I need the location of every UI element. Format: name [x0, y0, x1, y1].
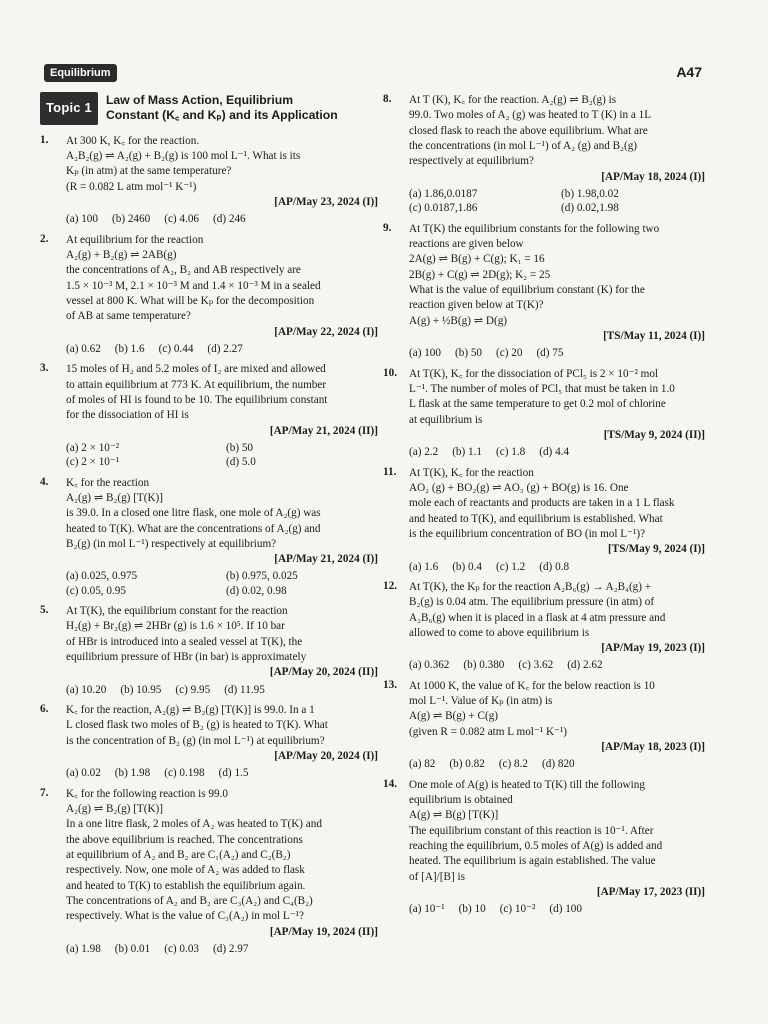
question-item [40, 475, 378, 599]
question-line: (R = 0.082 L atm mol⁻¹ K⁻¹) [66, 180, 197, 193]
question-number: 6. [40, 703, 49, 716]
answer-option: (d) 4.4 [539, 446, 570, 459]
left-column [40, 92, 378, 961]
exam-tag: [TS/May 11, 2024 (I)] [603, 329, 705, 342]
question-line: A₂(g) ⇌ B₂(g) [T(K)] [66, 803, 164, 816]
exam-tag: [AP/May 19, 2024 (II)] [269, 925, 378, 938]
answer-option: (d) 100 [549, 903, 582, 916]
question-number: 12. [383, 579, 397, 592]
answer-option: (d) 5.0 [226, 456, 256, 469]
answer-option: (b) 0.82 [449, 758, 485, 771]
answer-option: (b) 0.4 [452, 560, 483, 573]
question-line: mol L⁻¹. Value of Kₚ (in atm) is [409, 695, 553, 708]
topic-title-line: Law of Mass Action, Equilibrium [105, 93, 294, 108]
question-number: 14. [383, 777, 397, 790]
exam-tag: [AP/May 22, 2024 (I)] [274, 325, 378, 338]
right-questions [383, 92, 705, 917]
question-line: to attain equilibrium at 773 K. At equilibrium, the number [66, 378, 327, 391]
question-item [40, 133, 378, 227]
options [409, 757, 705, 771]
question-item [383, 678, 705, 772]
question-number: 10. [383, 366, 397, 379]
answer-option: (a) 1.98 [66, 943, 101, 956]
topic-tag: Topic 1 [40, 92, 98, 125]
question-line: is the equilibrium concentration of BO (in mol L⁻¹)? [409, 527, 646, 540]
answer-option: (c) 8.2 [498, 758, 529, 771]
question-line: At T(K), K꜀ for the dissociation of PCl₅ is 2 × 10⁻² mol [409, 367, 659, 380]
exam-tag: [AP/May 20, 2024 (II)] [269, 666, 378, 679]
answer-option: (d) 75 [536, 347, 564, 360]
answer-option: (b) 0.975, 0.025 [226, 570, 298, 583]
left-questions [40, 133, 378, 957]
question-body [409, 92, 705, 216]
topic-heading [40, 92, 378, 125]
question-line: The equilibrium constant of this reaction is 10⁻¹. After [409, 824, 654, 837]
question-item [383, 777, 705, 917]
exam-tag: [AP/May 21, 2024 (II)] [269, 424, 378, 437]
exam-tag: [AP/May 20, 2024 (I)] [274, 750, 378, 763]
question-line: L closed flask two moles of B₂ (g) is heated to T(K). What [66, 719, 328, 732]
answer-option: (b) 1.98,0.02 [561, 187, 619, 200]
answer-option: (c) 2 × 10⁻¹ [66, 456, 120, 469]
answer-option: (a) 0.025, 0.975 [66, 570, 138, 583]
question-body [409, 777, 705, 917]
question-body [409, 678, 705, 772]
answer-option: (d) 11.95 [224, 683, 265, 696]
question-line: of AB at same temperature? [66, 310, 191, 323]
question-number: 9. [383, 221, 392, 234]
question-line: and heated to T(K) to establish the equilibrium again. [66, 879, 306, 892]
question-line: and heated to T(K), and equilibrium is established. What [409, 512, 663, 525]
question-number: 13. [383, 678, 397, 691]
question-line: B₂(g) is 0.04 atm. The equilibrium pressure (in atm) of [409, 596, 655, 609]
question-body [66, 603, 378, 697]
question-line: equilibrium is obtained [409, 794, 513, 807]
question-line: At T (K), K꜀ for the reaction. A₂(g) ⇌ B₂(g) is [409, 94, 617, 106]
answer-option: (b) 1.6 [114, 342, 145, 355]
exam-tag: [TS/May 9, 2024 (I)] [608, 543, 705, 556]
answer-option: (a) 0.62 [66, 342, 101, 355]
question-line: respectively. Now, one mole of A₂ was added to flask [66, 864, 305, 877]
answer-option: (b) 10.95 [120, 683, 162, 696]
question-item [40, 786, 378, 957]
answer-option: (c) 0.0187,1.86 [409, 202, 478, 215]
options [409, 658, 705, 672]
options [409, 187, 705, 216]
question-line: respectively. What is the value of C₃(A₂) in mol L⁻¹? [66, 910, 304, 923]
options [66, 212, 378, 226]
question-item [40, 603, 378, 697]
question-line: mole each of reactants and products are taken in a 1 L flask [409, 497, 675, 510]
question-item [40, 702, 378, 781]
question-line: 99.0. Two moles of A₂ (g) was heated to T (K) in a 1L [409, 109, 652, 122]
exam-tag: [AP/May 18, 2023 (I)] [601, 741, 705, 754]
question-line: At T(K) the equilibrium constants for the following two [409, 222, 660, 235]
question-item [383, 92, 705, 216]
question-body [409, 579, 705, 673]
question-line: In a one litre flask, 2 moles of A₂ was heated to T(K) and [66, 818, 322, 831]
question-line: 2A(g) ⇌ B(g) + C(g); K₁ = 16 [409, 253, 545, 266]
question-line: L flask at the same temperature to get 0.2 mol of chlorine [409, 398, 666, 411]
question-line: At T(K), the Kₚ for the reaction A₂B₆(g) → A₂B₄(g) + [409, 580, 652, 593]
answer-option: (c) 4.06 [164, 213, 200, 226]
exam-tag: [AP/May 18, 2024 (I)] [601, 170, 705, 183]
question-line: K꜀ for the following reaction is 99.0 [66, 787, 229, 800]
question-line: the concentrations (in mol L⁻¹) of A₂ (g) and B₂(g) [409, 139, 638, 152]
question-line: the above equilibrium is reached. The concentrations [66, 833, 303, 846]
answer-option: (d) 2.97 [213, 943, 249, 956]
answer-option: (c) 0.44 [158, 342, 194, 355]
question-line: 2B(g) + C(g) ⇌ 2D(g); K₂ = 25 [409, 268, 551, 281]
question-line: B₂(g) (in mol L⁻¹) respectively at equilibrium? [66, 537, 277, 550]
answer-option: (c) 0.05, 0.95 [66, 584, 126, 597]
options [409, 902, 705, 916]
question-line: heated. The equilibrium is again established. The value [409, 855, 656, 868]
answer-option: (a) 1.86,0.0187 [409, 187, 478, 200]
answer-option: (a) 100 [409, 347, 441, 360]
answer-option: (b) 50 [455, 347, 483, 360]
question-line: reaction given below at T(K)? [409, 299, 544, 312]
answer-option: (b) 10 [458, 903, 486, 916]
answer-option: (c) 3.62 [518, 659, 554, 672]
options [66, 569, 378, 598]
question-line: L⁻¹. The number of moles of PCl₅ that must be taken in 1.0 [409, 382, 675, 395]
options [409, 445, 705, 459]
question-line: of HBr is introduced into a sealed vessel at T(K), the [66, 635, 303, 648]
question-line: equilibrium pressure of HBr (in bar) is approximately [66, 651, 307, 664]
question-body [66, 475, 378, 599]
question-line: for the dissociation of HI is [66, 409, 189, 422]
answer-option: (c) 1.2 [496, 560, 526, 573]
question-line: A(g) ⇌ B(g) + C(g) [409, 710, 499, 723]
options [409, 346, 705, 360]
options [66, 342, 378, 356]
answer-option: (b) 0.01 [114, 943, 151, 956]
question-number: 11. [383, 465, 397, 478]
question-line: respectively at equilibrium? [409, 155, 534, 168]
options [409, 560, 705, 574]
answer-option: (a) 100 [66, 213, 98, 226]
question-line: heated to T(K). What are the concentrations of A₂(g) and [66, 522, 321, 535]
question-line: A(g) ⇌ B(g) [T(K)] [409, 809, 499, 822]
question-number: 5. [40, 604, 49, 617]
question-number: 3. [40, 362, 49, 375]
question-line: the concentrations of A₂, B₂ and AB respectively are [66, 264, 301, 277]
options [66, 441, 378, 470]
question-line: AO₂ (g) + BO₂(g) ⇌ AO₃ (g) + BO(g) is 16. One [409, 481, 629, 494]
answer-option: (d) 2.62 [567, 659, 603, 672]
question-body [409, 221, 705, 361]
answer-option: (a) 10⁻¹ [409, 903, 445, 916]
answer-option: (a) 0.362 [409, 659, 450, 672]
question-line: K꜀ for the reaction, A₂(g) ⇌ B₂(g) [T(K)] is 99.0. In a 1 [66, 704, 315, 717]
answer-option: (c) 9.95 [175, 683, 211, 696]
question-line: K꜀ for the reaction [66, 476, 150, 489]
answer-option: (d) 246 [213, 213, 246, 226]
answer-option: (a) 2 × 10⁻² [66, 441, 120, 454]
answer-option: (a) 82 [409, 758, 436, 771]
question-line: of [A]/[B] is [409, 870, 465, 883]
answer-option: (b) 1.1 [452, 446, 483, 459]
question-body [66, 232, 378, 357]
question-line: 1.5 × 10⁻³ M, 2.1 × 10⁻³ M and 1.4 × 10⁻³ M in a sealed [66, 279, 321, 292]
question-line: 15 moles of H₂ and 5.2 moles of I₂ are mixed and allowed [66, 363, 326, 376]
answer-option: (c) 10⁻² [499, 903, 536, 916]
question-line: H₂(g) + Br₂(g) ⇌ 2HBr (g) is 1.6 × 10⁵. If 10 bar [66, 620, 285, 633]
question-line: The concentrations of A₂ and B₂ are C₃(A₂) and C₄(B₂) [66, 895, 313, 908]
question-number: 1. [40, 133, 49, 146]
answer-option: (a) 10.20 [66, 683, 107, 696]
question-item [383, 366, 705, 460]
question-line: A₂B₂(g) ⇌ A₂(g) + B₂(g) is 100 mol L⁻¹. What is its [66, 149, 301, 162]
question-line: A₂B₆(g) when it is placed in a flask at 4 atm pressure and [409, 611, 666, 624]
question-line: One mole of A(g) is heated to T(K) till the following [409, 778, 645, 791]
question-number: 2. [40, 232, 49, 245]
answer-option: (c) 20 [496, 347, 523, 360]
question-line: At 1000 K, the value of K꜀ for the below reaction is 10 [409, 679, 655, 692]
answer-option: (b) 0.380 [463, 659, 505, 672]
question-line: At 300 K, K꜀ for the reaction. [66, 134, 200, 147]
question-item [40, 361, 378, 469]
answer-option: (c) 1.8 [496, 446, 526, 459]
question-line: Kₚ (in atm) at the same temperature? [66, 165, 232, 178]
topic-title-line: Constant (K꜀ and Kₚ) and its Application [105, 108, 338, 123]
question-line: (given R = 0.082 atm L mol⁻¹ K⁻¹) [409, 725, 568, 738]
answer-option: (d) 1.5 [218, 767, 249, 780]
answer-option: (a) 1.6 [409, 560, 439, 573]
question-body [409, 465, 705, 574]
question-body [66, 361, 378, 469]
answer-option: (c) 0.03 [164, 943, 200, 956]
question-number: 7. [40, 786, 49, 799]
answer-option: (b) 50 [226, 441, 254, 454]
question-line: reactions are given below [409, 237, 524, 250]
question-line: At T(K), K꜀ for the reaction [409, 466, 534, 479]
answer-option: (d) 820 [542, 758, 575, 771]
options [66, 683, 378, 697]
answer-option: (b) 2460 [112, 213, 151, 226]
answer-option: (d) 2.27 [207, 342, 243, 355]
options [66, 942, 378, 956]
exam-tag: [AP/May 19, 2023 (I)] [601, 642, 705, 655]
answer-option: (d) 0.02, 0.98 [226, 584, 287, 597]
question-line: is 39.0. In a closed one litre flask, one mole of A₂(g) was [66, 507, 321, 520]
right-column [383, 92, 705, 922]
answer-option: (a) 2.2 [409, 446, 439, 459]
question-body [409, 366, 705, 460]
question-item [383, 465, 705, 574]
question-line: allowed to come to above equilibrium is [409, 626, 590, 639]
options [66, 766, 378, 780]
question-number: 8. [383, 93, 392, 105]
question-number: 4. [40, 475, 49, 488]
question-line: at equilibrium is [409, 413, 483, 426]
question-line: of moles of HI is found to be 10. The equilibrium constant [66, 393, 328, 406]
answer-option: (b) 1.98 [114, 767, 151, 780]
question-item [383, 579, 705, 673]
question-line: At T(K), the equilibrium constant for the reaction [66, 605, 288, 618]
question-line: A₂(g) ⇌ B₂(g) [T(K)] [66, 491, 164, 504]
answer-option: (a) 0.02 [66, 767, 101, 780]
question-item [40, 232, 378, 357]
question-line: A(g) + ½B(g) ⇌ D(g) [409, 314, 508, 327]
answer-option: (c) 0.198 [164, 767, 205, 780]
exam-tag: [AP/May 21, 2024 (I)] [274, 553, 378, 566]
page-number: A47 [676, 64, 702, 80]
question-body [66, 133, 378, 227]
question-line: at equilibrium of A₂ and B₂ are C₁(A₂) and C₂(B₂) [66, 849, 291, 862]
question-line: is the concentration of B₂ (g) (in mol L⁻¹) at equilibrium? [66, 734, 325, 747]
question-item [383, 221, 705, 361]
question-body [66, 786, 378, 957]
exam-tag: [AP/May 23, 2024 (I)] [274, 195, 378, 208]
question-body [66, 702, 378, 781]
question-line: vessel at 800 K. What will be Kₚ for the decomposition [66, 294, 315, 307]
chapter-badge: Equilibrium [44, 64, 117, 82]
exam-tag: [TS/May 9, 2024 (II)] [603, 428, 705, 441]
exam-tag: [AP/May 17, 2023 (II)] [596, 886, 705, 899]
question-line: What is the value of equilibrium constant (K) for the [409, 283, 645, 296]
question-line: A₂(g) + B₂(g) ⇌ 2AB(g) [66, 248, 177, 261]
question-line: closed flask to reach the above equilibrium. What are [409, 124, 648, 137]
question-line: reaching the equilibrium, 0.5 moles of A(g) is added and [409, 840, 663, 853]
question-line: At equilibrium for the reaction [66, 233, 204, 246]
topic-title [106, 93, 338, 124]
answer-option: (d) 0.02,1.98 [561, 202, 619, 215]
answer-option: (d) 0.8 [539, 560, 570, 573]
